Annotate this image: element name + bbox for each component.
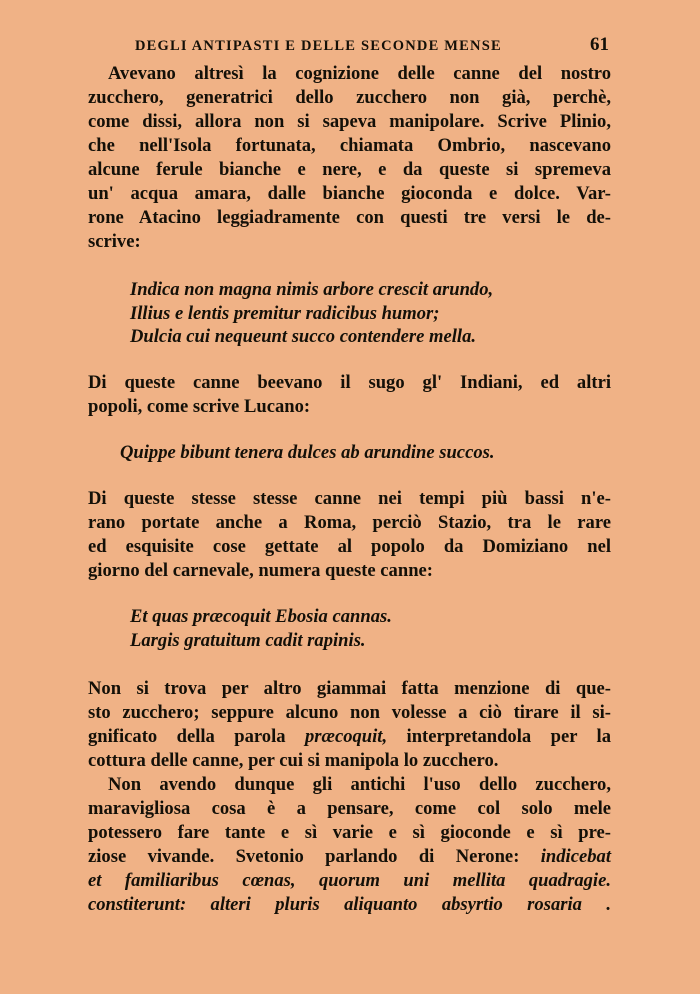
verse-line: Largis gratuitum cadit rapinis. bbox=[130, 630, 366, 651]
page-header bbox=[135, 34, 615, 58]
text-line: rano portate anche a Roma, perciò Stazio, tra le rare bbox=[88, 512, 611, 533]
text-segment: ziose vivande. Svetonio parlando di Nerone: bbox=[88, 846, 541, 867]
text-line: sto zucchero; seppure alcuno non volesse a ciò tirare il si- bbox=[88, 702, 611, 723]
text-line: Avevano altresì la cognizione delle canne del nostro bbox=[108, 63, 611, 84]
text-line: Di queste canne beevano il sugo gl' Indiani, ed altri bbox=[88, 372, 611, 393]
page-number: 61 bbox=[590, 34, 609, 55]
text-line: Di queste stesse stesse canne nei tempi più bassi n'e- bbox=[88, 488, 611, 509]
text-line: giorno del carnevale, numera queste canne: bbox=[88, 560, 433, 581]
verse-line: Quippe bibunt tenera dulces ab arundine succos. bbox=[120, 442, 495, 463]
text-line: Non avendo dunque gli antichi l'uso dello zucchero, bbox=[108, 774, 611, 795]
text-line: cottura delle canne, per cui si manipola lo zucchero. bbox=[88, 750, 499, 771]
text-line: come dissi, allora non si sapeva manipolare. Scrive Plinio, bbox=[88, 111, 611, 132]
italic-term: indicebat bbox=[540, 846, 611, 867]
text-line: potessero fare tante e sì varie e sì gioconde e sì pre- bbox=[88, 822, 611, 843]
text-line: un' acqua amara, dalle bianche gioconda e dolce. Var- bbox=[88, 183, 611, 204]
verse-line: Dulcia cui nequeunt succo contendere mella. bbox=[130, 326, 477, 347]
text-line: Non si trova per altro giammai fatta menzione di que- bbox=[88, 678, 611, 699]
verse-line: Indica non magna nimis arbore crescit arundo, bbox=[130, 279, 494, 300]
text-line: ed esquisite cose gettate al popolo da Domiziano nel bbox=[88, 536, 611, 557]
text-segment: interpretandola per la bbox=[387, 726, 611, 747]
text-line: rone Atacino leggiadramente con questi tre versi le de- bbox=[88, 207, 611, 228]
text-line: et familiaribus cœnas, quorum uni mellita quadragie. bbox=[88, 870, 611, 891]
text-line: alcune ferule bianche e nere, e da queste si spremeva bbox=[88, 159, 611, 180]
text-line: che nell'Isola fortunata, chiamata Ombrio, nascevano bbox=[88, 135, 611, 156]
text-line: popoli, come scrive Lucano: bbox=[88, 396, 311, 417]
verse-line: Illius e lentis premitur radicibus humor; bbox=[130, 303, 440, 324]
text-line: zucchero, generatrici dello zucchero non già, perchè, bbox=[88, 87, 611, 108]
italic-term: præcoquit, bbox=[304, 726, 388, 747]
text-line bbox=[88, 725, 611, 749]
text-line: constiterunt: alteri pluris aliquanto absyrtio rosaria . bbox=[88, 894, 611, 915]
text-line: maravigliosa cosa è a pensare, come col solo mele bbox=[88, 798, 611, 819]
text-line: scrive: bbox=[88, 231, 141, 252]
verse-line: Et quas præcoquit Ebosia cannas. bbox=[130, 606, 392, 627]
text-segment: gnificato della parola bbox=[88, 726, 305, 747]
text-line bbox=[88, 845, 611, 869]
running-title: DEGLI ANTIPASTI E DELLE SECONDE MENSE bbox=[135, 38, 502, 54]
